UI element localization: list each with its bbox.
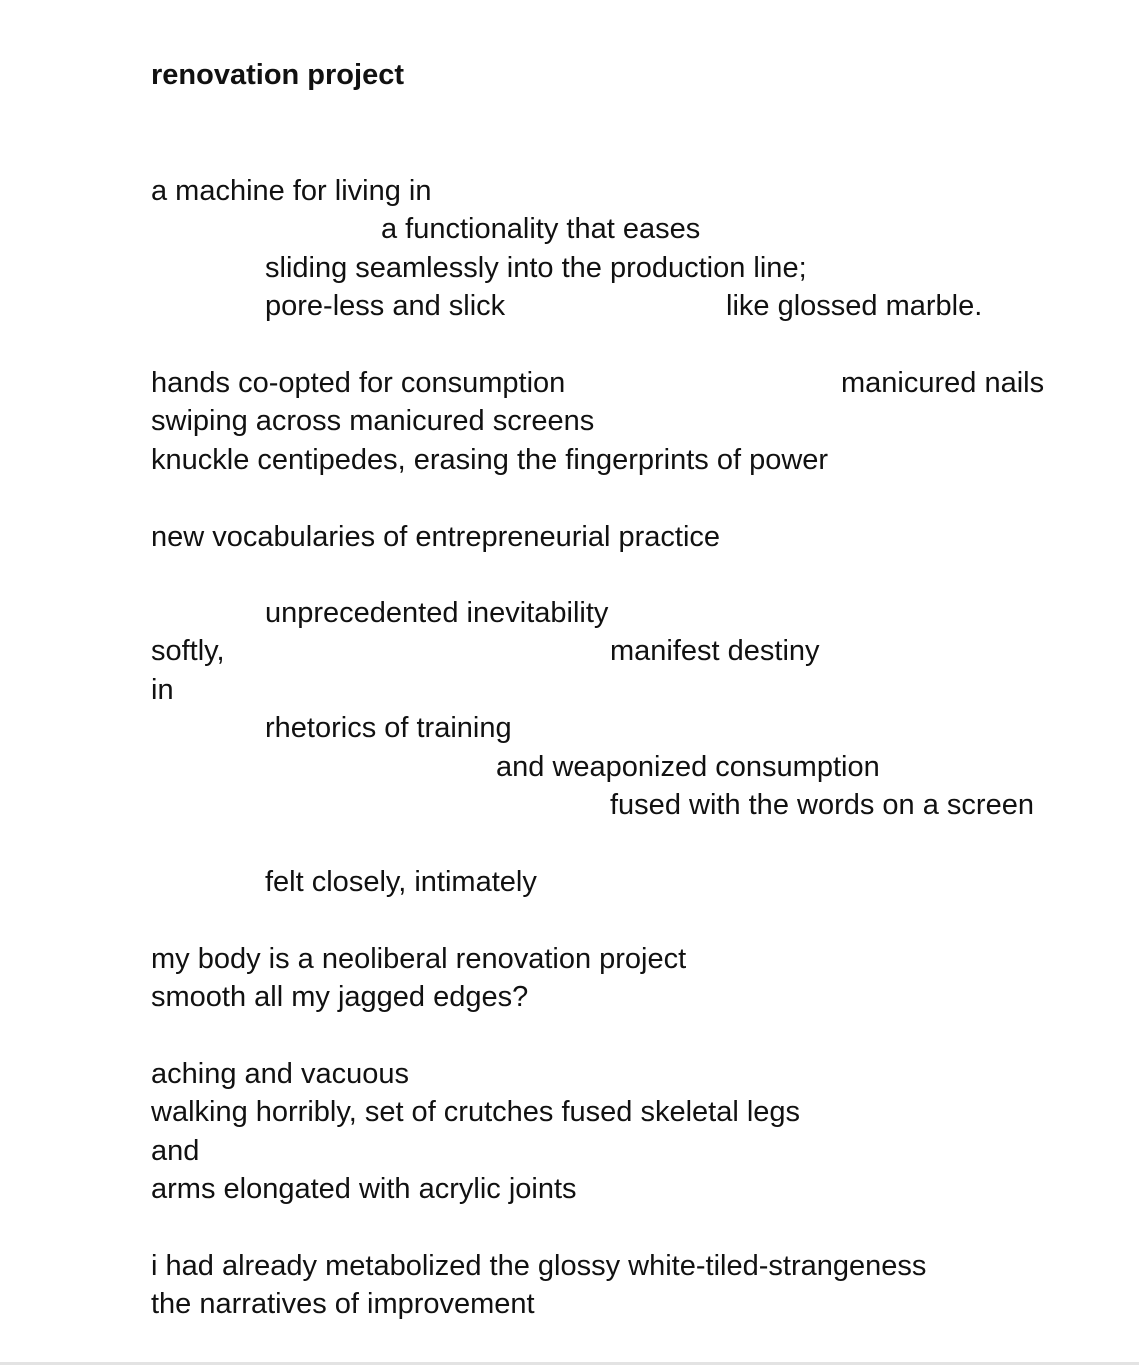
- poem-line: fused with the words on a screen: [610, 789, 1034, 821]
- poem-line: softly,: [151, 635, 225, 667]
- poem-line: a functionality that eases: [381, 213, 701, 245]
- poem-line: pore-less and slick: [265, 290, 506, 322]
- poem-line: arms elongated with acrylic joints: [151, 1173, 577, 1205]
- poem-line: smooth all my jagged edges?: [151, 981, 529, 1013]
- poem-line: manicured nails: [841, 367, 1045, 399]
- poem-line: my body is a neoliberal renovation project: [151, 943, 687, 975]
- poem-line: unprecedented inevitability: [265, 597, 609, 629]
- poem-line: swiping across manicured screens: [151, 405, 595, 437]
- poem-line: i had already metabolized the glossy white-tiled-strangeness: [151, 1250, 927, 1282]
- poem-line: the narratives of improvement: [151, 1288, 535, 1320]
- poem-line: and weaponized consumption: [496, 751, 880, 783]
- poem-line: hands co-opted for consumption: [151, 367, 566, 399]
- poem-line: like glossed marble.: [726, 290, 983, 322]
- poem-line: in: [151, 674, 174, 706]
- poem-line: rhetorics of training: [265, 712, 512, 744]
- poem-line: sliding seamlessly into the production line;: [265, 252, 807, 284]
- poem-line: knuckle centipedes, erasing the fingerprints of power: [151, 444, 829, 476]
- poem-line: walking horribly, set of crutches fused skeletal legs: [151, 1096, 801, 1128]
- poem-line: manifest destiny: [610, 635, 820, 667]
- poem-line: a machine for living in: [151, 175, 432, 207]
- poem-title: renovation project: [151, 59, 404, 91]
- poem-line: new vocabularies of entrepreneurial practice: [151, 521, 721, 553]
- poem-line: felt closely, intimately: [265, 866, 537, 898]
- poem-line: and: [151, 1135, 200, 1167]
- poem-line: aching and vacuous: [151, 1058, 409, 1090]
